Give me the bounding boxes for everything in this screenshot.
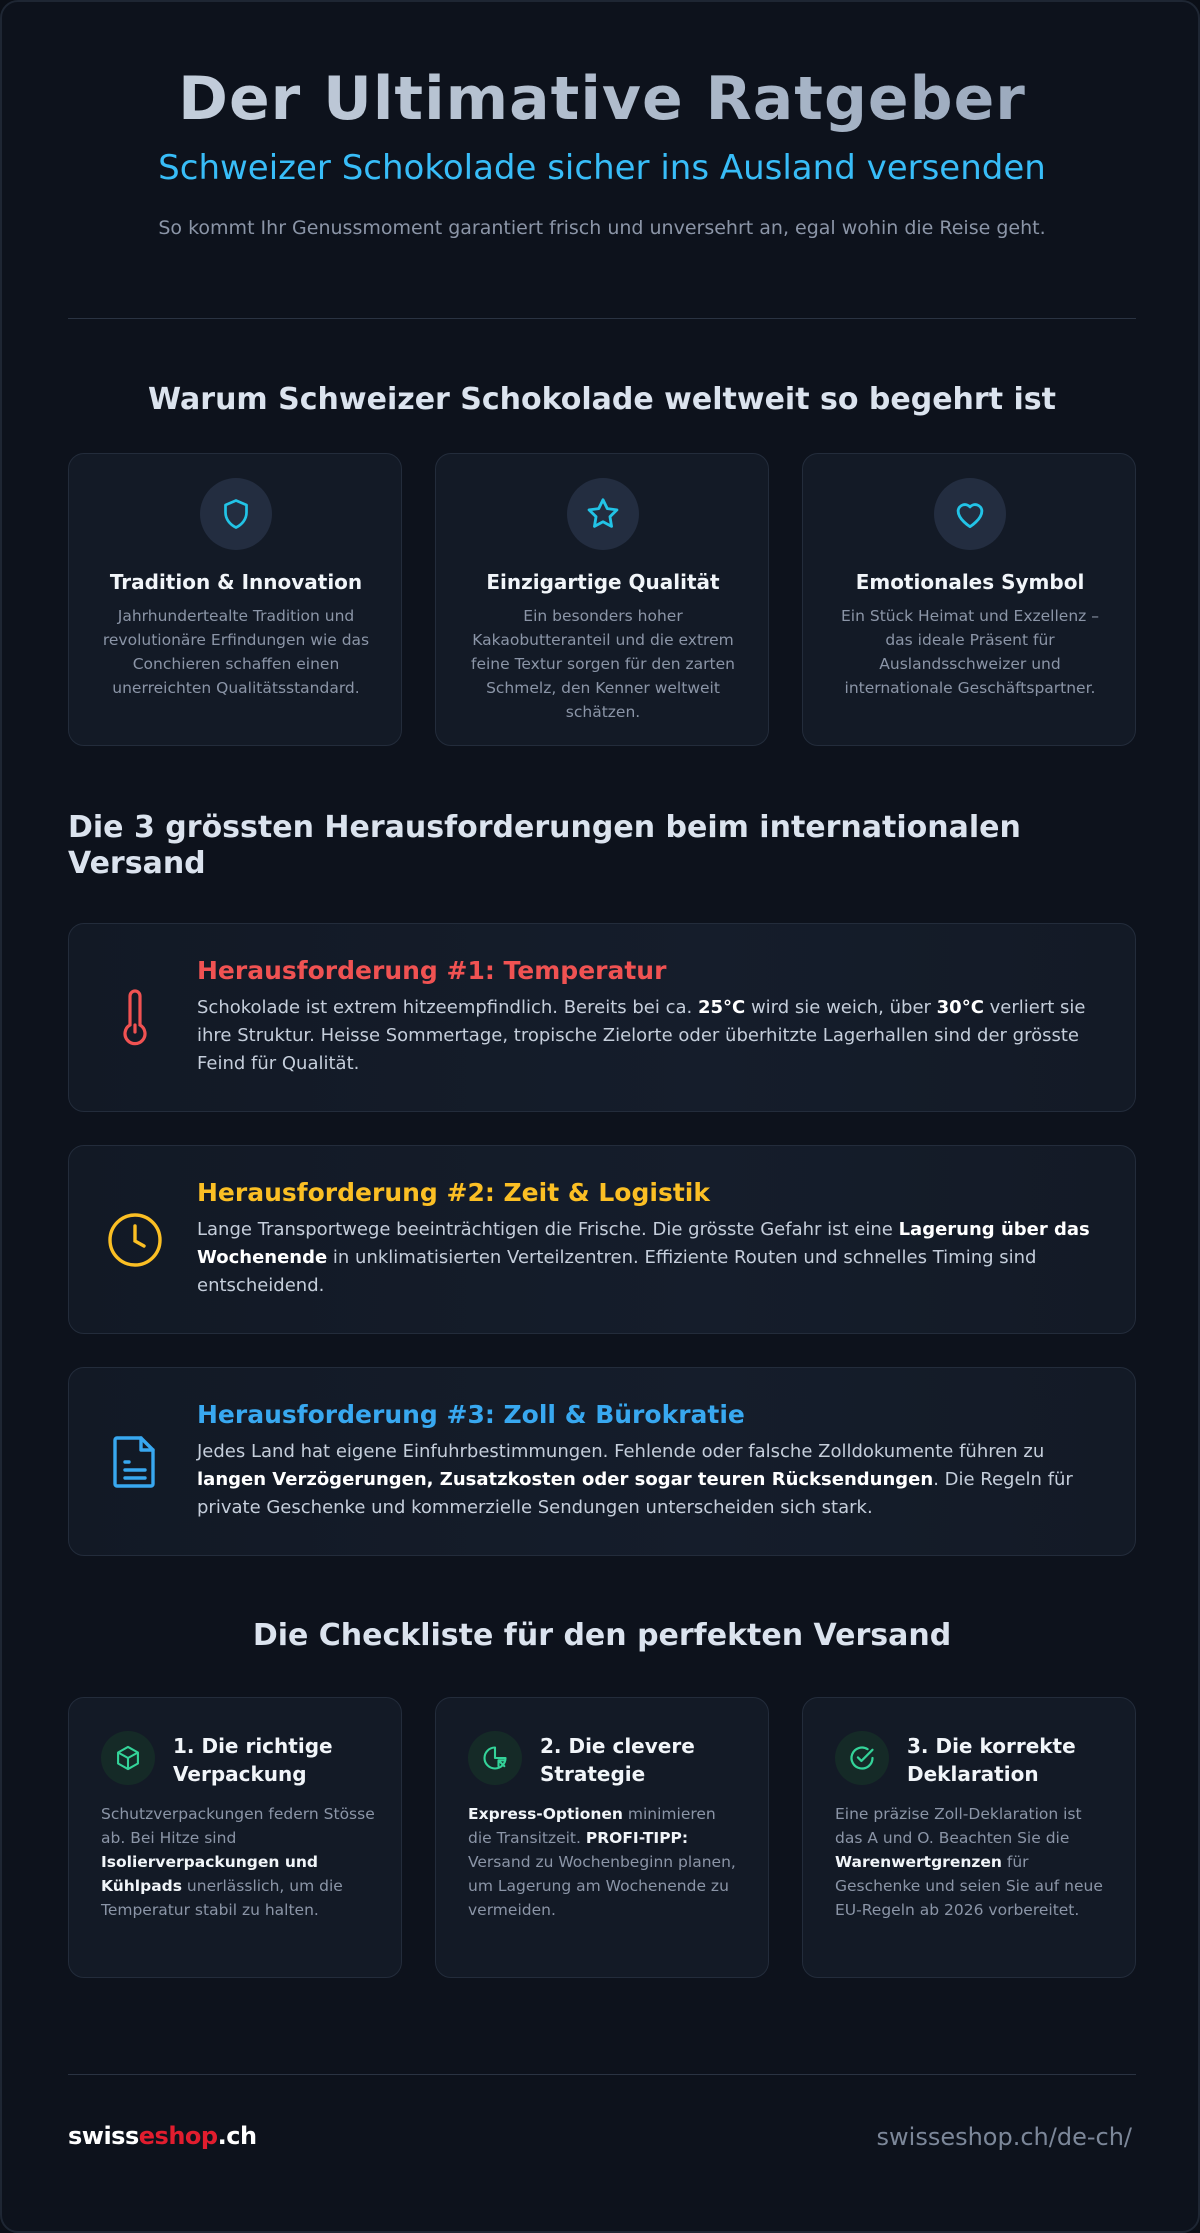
feature-text: Ein besonders hoher Kakaobutteranteil und die extrem feine Textur sorgen für den zarten Schmelz, den Kenner weltweit schätzen. xyxy=(471,607,735,721)
challenge-text: Schokolade ist extrem hitzeempfindlich. Bereits bei ca. 25°C wird sie weich, über 30°C verliert sie ihre Struktur. Heisse Sommertage, tropische Zielorte oder überhitzte Lagerhallen sind der grösste Feind für Qualität. xyxy=(197,997,1086,1074)
star-icon xyxy=(567,478,639,550)
divider xyxy=(68,318,1136,319)
checklist-section-title: Die Checkliste für den perfekten Versand xyxy=(252,1618,952,1653)
feature-title: Tradition & Innovation xyxy=(109,570,363,594)
checklist-text: Express-Optionen minimieren die Transitzeit. PROFI-TIPP: Versand zu Wochenbeginn planen, um Lagerung am Wochenende zu vermeiden. xyxy=(468,1805,736,1919)
page-subtitle: Schweizer Schokolade sicher ins Ausland versenden xyxy=(158,148,1046,188)
challenge-card-logistics xyxy=(68,1145,1136,1334)
intro-text: So kommt Ihr Genussmoment garantiert frisch und unversehrt an, egal wohin die Reise geht. xyxy=(158,217,1046,239)
feature-title: Einzigartige Qualität xyxy=(486,570,720,594)
heart-icon xyxy=(934,478,1006,550)
challenges-section-title: Die 3 grössten Herausforderungen beim internationalen Versand xyxy=(68,810,1021,881)
brand-logo[interactable]: swisseshop.ch xyxy=(68,2122,257,2150)
feature-text: Ein Stück Heimat und Exzellenz – das ideale Präsent für Auslandsschweizer und internationale Geschäftspartner. xyxy=(841,607,1099,697)
checklist-text: Schutzverpackungen federn Stösse ab. Bei Hitze sind Isolierverpackungen und Kühlpads unerlässlich, um die Temperatur stabil zu halten. xyxy=(101,1805,375,1919)
challenge-text: Jedes Land hat eigene Einfuhrbestimmungen. Fehlende oder falsche Zolldokumente führen zu langen Verzögerungen, Zusatzkosten oder sogar teuren Rücksendungen. Die Regeln für private Geschenke und kommerzielle Sendungen unterscheiden sich stark. xyxy=(197,1441,1073,1518)
checklist-card-packaging xyxy=(68,1697,402,1978)
feature-card-quality xyxy=(435,453,769,746)
challenge-title: Herausforderung #3: Zoll & Bürokratie xyxy=(197,1400,745,1429)
challenge-card-customs xyxy=(68,1367,1136,1556)
check-circle-icon xyxy=(835,1731,889,1785)
checklist-title: 2. Die clevere Strategie xyxy=(540,1734,695,1786)
checklist-card-strategy xyxy=(435,1697,769,1978)
page-title: Der Ultimative Ratgeber xyxy=(2,64,1200,134)
footer-divider xyxy=(68,2074,1136,2075)
challenge-card-temperature xyxy=(68,923,1136,1112)
clock-icon xyxy=(99,1204,171,1276)
checklist-title: 3. Die korrekte Deklaration xyxy=(907,1734,1076,1786)
checklist-card-declaration xyxy=(802,1697,1136,1978)
challenge-title: Herausforderung #2: Zeit & Logistik xyxy=(197,1178,710,1207)
box-icon xyxy=(101,1731,155,1785)
shield-icon xyxy=(200,478,272,550)
feature-text: Jahrhundertealte Tradition und revolutionäre Erfindungen wie das Conchieren schaffen einen unerreichten Qualitätsstandard. xyxy=(102,607,370,697)
strategy-icon xyxy=(468,1731,522,1785)
why-section-title: Warum Schweizer Schokolade weltweit so begehrt ist xyxy=(148,382,1056,417)
checklist-title: 1. Die richtige Verpackung xyxy=(173,1734,333,1786)
document-icon xyxy=(99,1426,171,1498)
challenge-text: Lange Transportwege beeinträchtigen die Frische. Die grösste Gefahr ist eine Lagerung über das Wochenende in unklimatisierten Verteilzentren. Effiziente Routen und schnelles Timing sind entscheidend. xyxy=(197,1219,1090,1296)
challenge-title: Herausforderung #1: Temperatur xyxy=(197,956,667,985)
feature-card-tradition xyxy=(68,453,402,746)
feature-card-emotional xyxy=(802,453,1136,746)
footer-url-link[interactable]: swisseshop.ch/de-ch/ xyxy=(876,2123,1132,2151)
feature-title: Emotionales Symbol xyxy=(855,570,1085,594)
checklist-text: Eine präzise Zoll-Deklaration ist das A und O. Beachten Sie die Warenwertgrenzen für Geschenke und seien Sie auf neue EU-Regeln ab 2026 vorbereitet. xyxy=(835,1805,1103,1919)
thermometer-icon xyxy=(99,982,171,1054)
